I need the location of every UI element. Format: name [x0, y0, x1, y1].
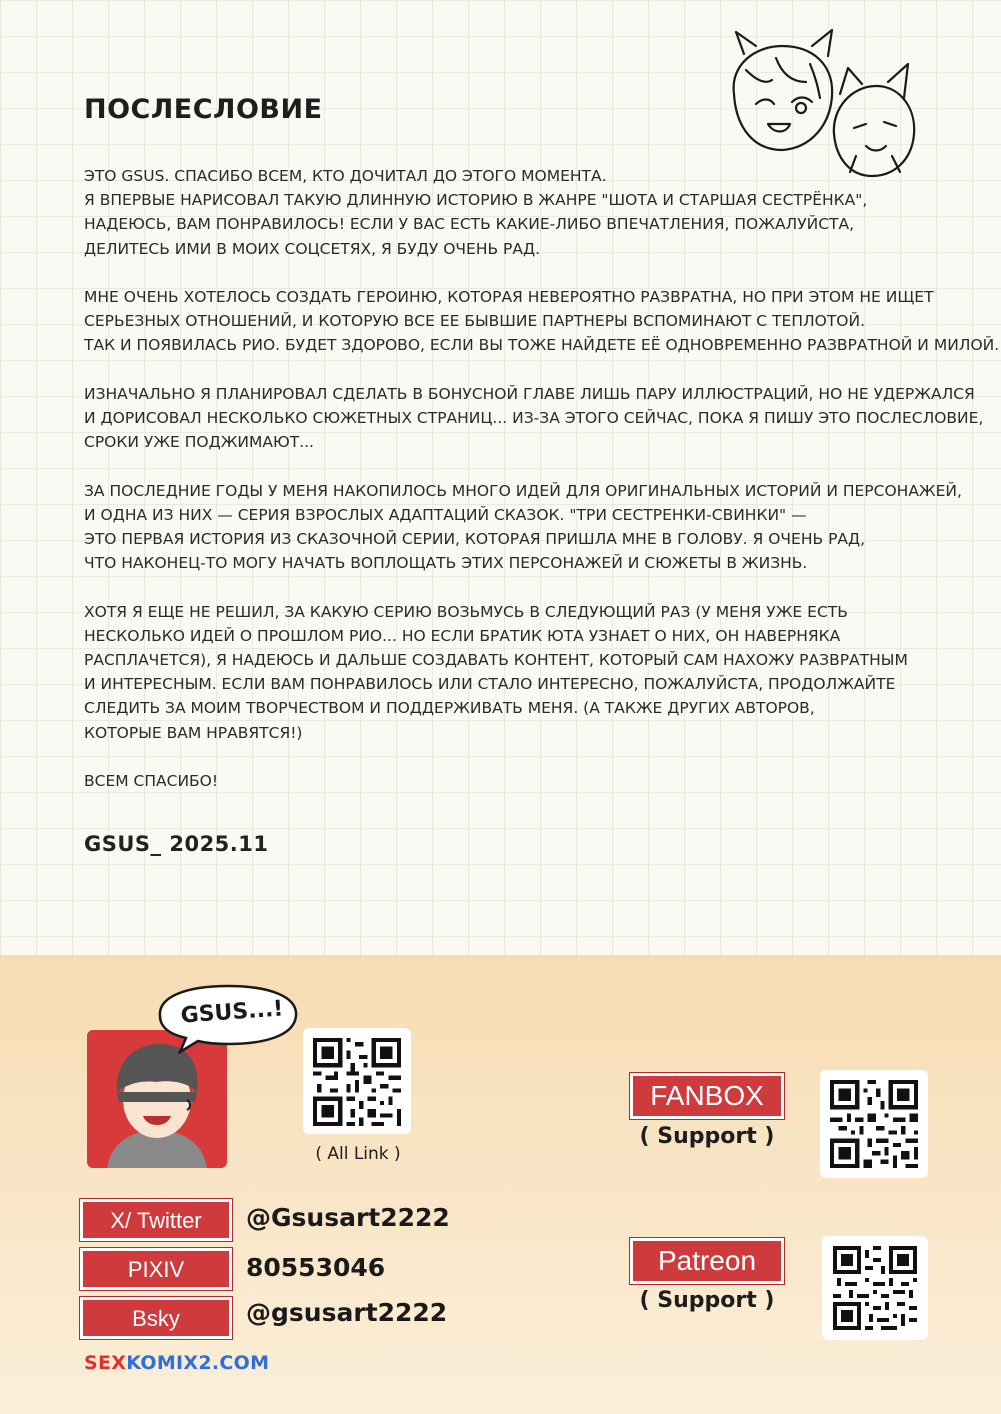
- social-label-pixiv: PIXIV: [80, 1248, 232, 1290]
- text-line: РАСПЛАЧЕТСЯ), Я НАДЕЮСЬ И ДАЛЬШЕ СОЗДАВАТЬ КОНТЕНТ, КОТОРЫЙ САМ НАХОЖУ РАЗВРАТНЫМ: [84, 651, 908, 669]
- patreon-button[interactable]: Patreon: [630, 1238, 784, 1284]
- qr-code-icon: [832, 1246, 918, 1330]
- text-line: ЗА ПОСЛЕДНИЕ ГОДЫ У МЕНЯ НАКОПИЛОСЬ МНОГО ИДЕЙ ДЛЯ ОРИГИНАЛЬНЫХ ИСТОРИЙ И ПЕРСОНАЖЕЙ,: [84, 481, 962, 500]
- author-signature: GSUS_ 2025.11: [84, 832, 269, 856]
- paragraph: [84, 382, 984, 455]
- text-line: НЕСКОЛЬКО ИДЕЙ О ПРОШЛОМ РИО... НО ЕСЛИ БРАТИК ЮТА УЗНАЕТ О НИХ, ОН НАВЕРНЯКА: [84, 626, 841, 645]
- x-twitter-handle[interactable]: @Gsusart2222: [246, 1203, 450, 1232]
- patreon-qr-code[interactable]: [822, 1236, 928, 1340]
- text-line: КОТОРЫЕ ВАМ НРАВЯТСЯ!): [84, 723, 303, 742]
- links-footer: [0, 955, 1001, 1414]
- text-line: И ИНТЕРЕСНЫМ. ЕСЛИ ВАМ ПОНРАВИЛОСЬ ИЛИ СТАЛО ИНТЕРЕСНО, ПОЖАЛУЙСТА, ПРОДОЛЖАЙТЕ: [84, 675, 896, 694]
- paragraph: [84, 479, 964, 576]
- text-line: СРОКИ УЖЕ ПОДЖИМАЮТ...: [84, 433, 314, 452]
- text-line: ИЗНАЧАЛЬНО Я ПЛАНИРОВАЛ СДЕЛАТЬ В БОНУСНОЙ ГЛАВЕ ЛИШЬ ПАРУ ИЛЛЮСТРАЦИЙ, НО НЕ УДЕРЖАЛСЯ: [84, 384, 975, 403]
- all-link-caption: ( All Link ): [315, 1144, 401, 1164]
- text-line: ВСЕМ СПАСИБО!: [84, 772, 219, 790]
- pixiv-id[interactable]: 80553046: [246, 1253, 386, 1282]
- paragraph: [84, 600, 964, 745]
- text-line: ЭТО ПЕРВАЯ ИСТОРИЯ ИЗ СКАЗОЧНОЙ СЕРИИ, КОТОРАЯ ПРИШЛА МНЕ В ГОЛОВУ. Я ОЧЕНЬ РАД,: [84, 530, 866, 548]
- text-line: Я ВПЕРВЫЕ НАРИСОВАЛ ТАКУЮ ДЛИННУЮ ИСТОРИЮ В ЖАНРЕ "ШОТА И СТАРШАЯ СЕСТРЁНКА",: [84, 191, 868, 210]
- text-line: ХОТЯ Я ЕЩЕ НЕ РЕШИЛ, ЗА КАКУЮ СЕРИЮ ВОЗЬМУСЬ В СЛЕДУЮЩИЙ РАЗ (У МЕНЯ УЖЕ ЕСТЬ: [84, 602, 848, 621]
- text-line: ДЕЛИТЕСЬ ИМИ В МОИХ СОЦСЕТЯХ, Я БУДУ ОЧЕНЬ РАД.: [84, 239, 541, 258]
- afterword-body: [84, 164, 1000, 817]
- social-label-x-twitter: X/ Twitter: [80, 1199, 232, 1241]
- paragraph: [84, 285, 1000, 358]
- text-line: ЧТО НАКОНЕЦ-ТО МОГУ НАЧАТЬ ВОПЛОЩАТЬ ЭТИХ ПЕРСОНАЖЕЙ И СЮЖЕТЫ В ЖИЗНЬ.: [84, 554, 808, 573]
- bubble-text: GSUS...!: [179, 996, 285, 1029]
- text-line: ЭТО GSUS. СПАСИБО ВСЕМ, КТО ДОЧИТАЛ ДО ЭТОГО МОМЕНТА.: [84, 167, 607, 185]
- text-line: СЛЕДИТЬ ЗА МОИМ ТВОРЧЕСТВОМ И ПОДДЕРЖИВАТЬ МЕНЯ. (А ТАКЖЕ ДРУГИХ АВТОРОВ,: [84, 699, 815, 718]
- paragraph: [84, 769, 964, 793]
- watermark-part-2: KOMIX2.COM: [126, 1352, 270, 1374]
- site-watermark: [84, 1352, 269, 1374]
- text-line: НАДЕЮСЬ, ВАМ ПОНРАВИЛОСЬ! ЕСЛИ У ВАС ЕСТЬ КАКИЕ-ЛИБО ВПЕЧАТЛЕНИЯ, ПОЖАЛУЙСТА,: [84, 215, 855, 234]
- qr-code-icon: [830, 1080, 918, 1168]
- fanbox-support-caption: ( Support ): [639, 1124, 775, 1149]
- all-link-qr-code[interactable]: [303, 1028, 411, 1134]
- text-line: СЕРЬЕЗНЫХ ОТНОШЕНИЙ, И КОТОРУЮ ВСЕ ЕЕ БЫВШИЕ ПАРТНЕРЫ ВСПОМИНАЮТ С ТЕПЛОТОЙ.: [84, 312, 866, 331]
- watermark-part-1: SEX: [84, 1352, 127, 1374]
- page-title: ПОСЛЕСЛОВИЕ: [84, 94, 323, 125]
- qr-code-icon: [313, 1038, 401, 1126]
- patreon-support-caption: ( Support ): [639, 1288, 775, 1313]
- text-line: МНЕ ОЧЕНЬ ХОТЕЛОСЬ СОЗДАТЬ ГЕРОИНЮ, КОТОРАЯ НЕВЕРОЯТНО РАЗВРАТНА, НО ПРИ ЭТОМ НЕ ИЩЕТ: [84, 288, 934, 306]
- text-line: И ОДНА ИЗ НИХ — СЕРИЯ ВЗРОСЛЫХ АДАПТАЦИЙ СКАЗОК. "ТРИ СЕСТРЕНКИ-СВИНКИ" —: [84, 505, 807, 524]
- fanbox-qr-code[interactable]: [820, 1070, 928, 1178]
- social-label-bsky: Bsky: [80, 1297, 232, 1339]
- text-line: И ДОРИСОВАЛ НЕСКОЛЬКО СЮЖЕТНЫХ СТРАНИЦ... ИЗ-ЗА ЭТОГО СЕЙЧАС, ПОКА Я ПИШУ ЭТО ПОСЛЕСЛОВИЕ,: [84, 409, 984, 427]
- text-line: ТАК И ПОЯВИЛАСЬ РИО. БУДЕТ ЗДОРОВО, ЕСЛИ ВЫ ТОЖЕ НАЙДЕТЕ ЕЁ ОДНОВРЕМЕННО РАЗВРАТНОЙ И МИЛОЙ.: [84, 336, 1000, 355]
- bsky-handle[interactable]: @gsusart2222: [246, 1298, 448, 1327]
- paragraph: [84, 164, 964, 261]
- fanbox-button[interactable]: FANBOX: [630, 1073, 784, 1119]
